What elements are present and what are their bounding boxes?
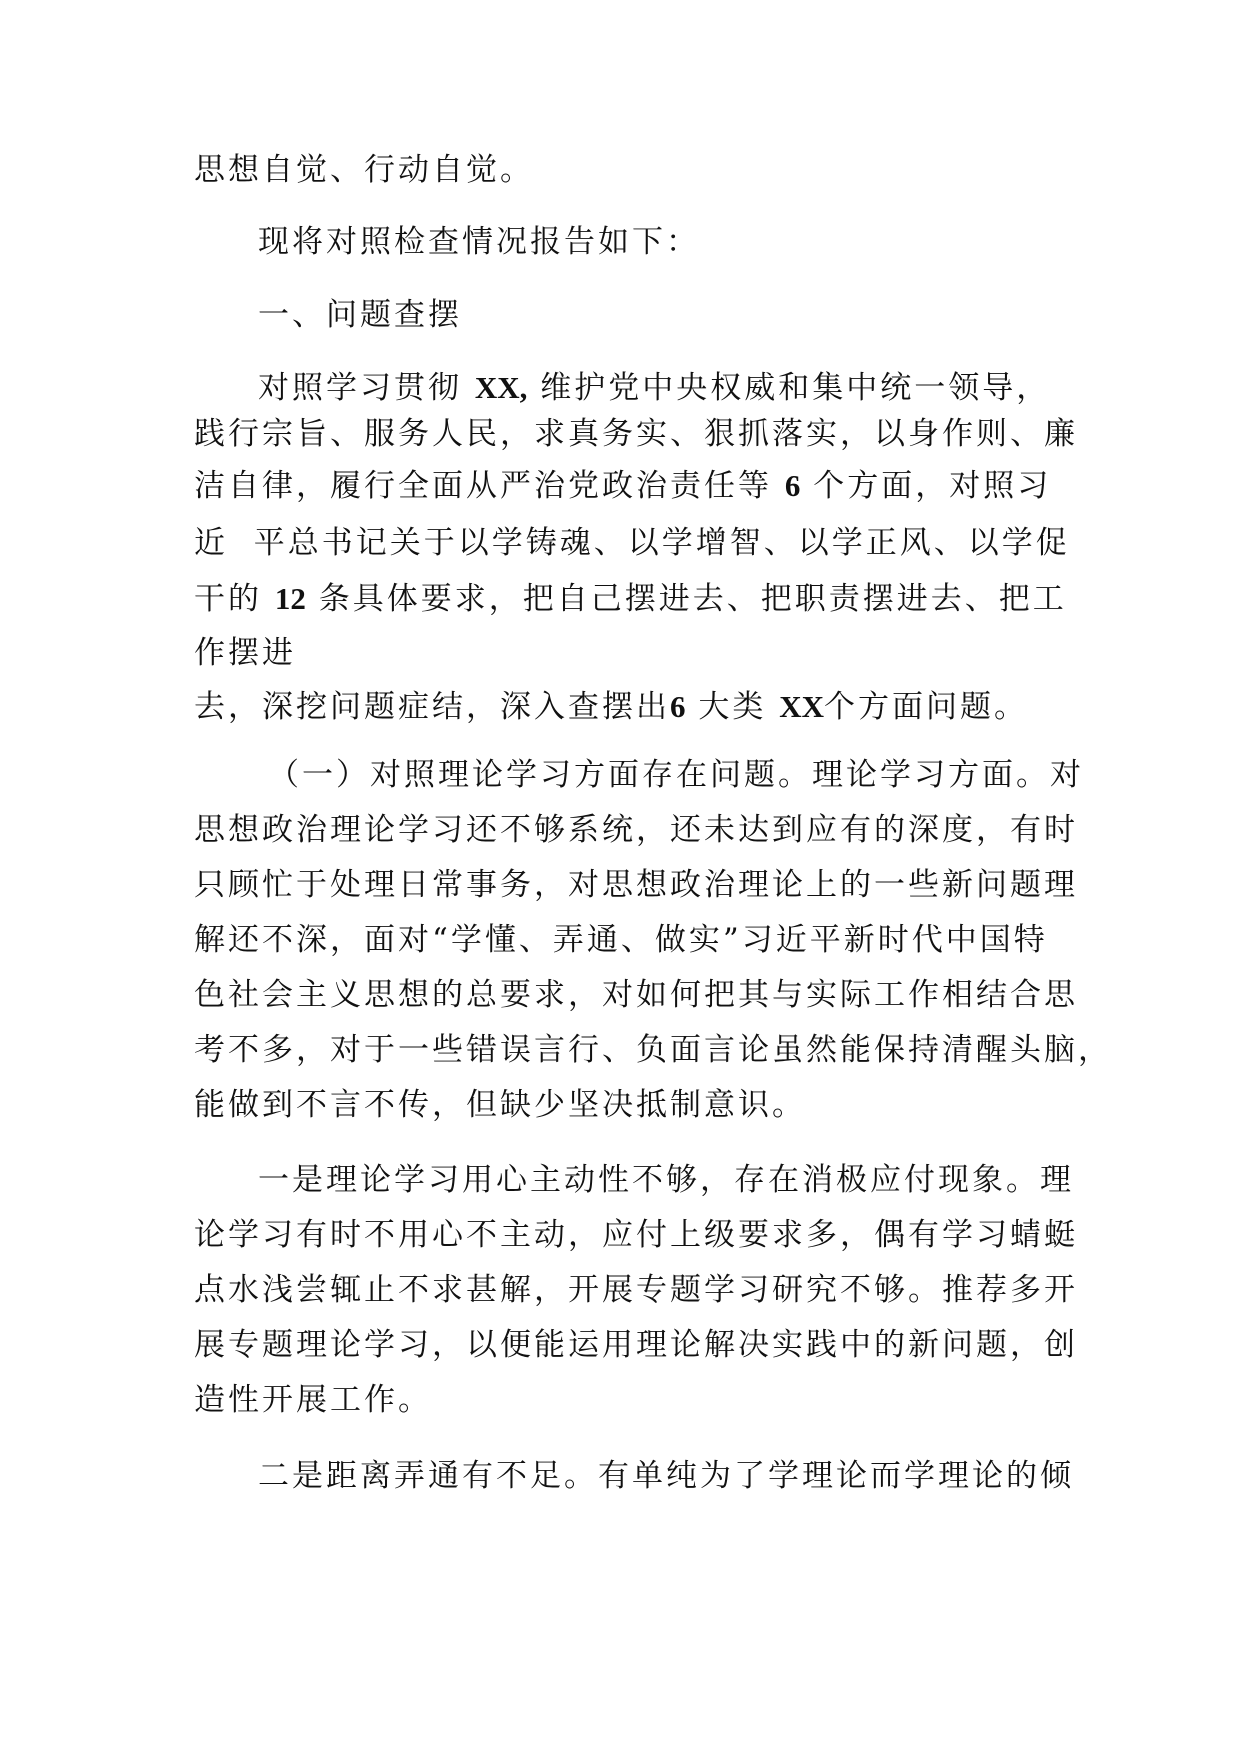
line-text: 思想自觉、行动自觉。 bbox=[194, 152, 534, 188]
line-text: 去，深挖问题症结，深入查摆出 bbox=[194, 689, 670, 725]
line-text: 造性开展工作。 bbox=[194, 1382, 432, 1418]
text-line bbox=[258, 222, 700, 262]
line-text: 解还不深，面对“学懂、弄通、做实”习近平新时代中国特 bbox=[194, 922, 1048, 958]
text-line bbox=[194, 1085, 806, 1125]
line-text: 践行宗旨、服务人民，求真务实、狠抓落实，以身作则、廉 bbox=[194, 416, 1078, 452]
text-line bbox=[194, 865, 1078, 905]
line-text: 条具体要求，把自己摆进去、把职责摆进去、把工 bbox=[318, 581, 1067, 617]
line-text: 个方面问题。 bbox=[824, 689, 1028, 725]
line-text: 论学习有时不用心不主动，应付上级要求多，偶有学习蜻蜓 bbox=[194, 1217, 1078, 1253]
text-line bbox=[194, 1270, 1078, 1310]
text-line bbox=[194, 1030, 1112, 1070]
line-text: 维护党中央权威和集中统一领导， bbox=[540, 370, 1051, 406]
text-line bbox=[194, 975, 1078, 1015]
bold-token: XX bbox=[779, 689, 824, 724]
line-text: （一）对照理论学习方面存在问题。理论学习方面。对 bbox=[268, 757, 1084, 793]
section-heading bbox=[258, 295, 462, 335]
text-line bbox=[194, 920, 1048, 960]
line-text: 个方面，对照习 bbox=[813, 468, 1052, 504]
text-line bbox=[258, 368, 1050, 408]
bold-token: 6 bbox=[670, 689, 686, 724]
line-text: 一是理论学习用心主动性不够，存在消极应付现象。理 bbox=[258, 1162, 1074, 1198]
line-text: 能做到不言不传，但缺少坚决抵制意识。 bbox=[194, 1087, 806, 1123]
bold-token: 6 bbox=[784, 468, 801, 503]
line-text: 一、问题查摆 bbox=[258, 297, 462, 333]
line-text: 干的 bbox=[194, 581, 262, 617]
text-line bbox=[258, 1160, 1074, 1200]
line-text: 近 平总书记关于以学铸魂、以学增智、以学正风、以学促 bbox=[194, 525, 1070, 561]
line-text: 点水浅尝辄止不求甚解，开展专题学习研究不够。推荐多开 bbox=[194, 1272, 1078, 1308]
text-line bbox=[194, 579, 1067, 619]
text-line bbox=[194, 1325, 1078, 1365]
line-text: 色社会主义思想的总要求，对如何把其与实际工作相结合思 bbox=[194, 977, 1078, 1013]
text-line bbox=[258, 1456, 1074, 1496]
text-line bbox=[194, 1215, 1078, 1255]
line-text: 二是距离弄通有不足。有单纯为了学理论而学理论的倾 bbox=[258, 1458, 1074, 1494]
line-text: 只顾忙于处理日常事务，对思想政治理论上的一些新问题理 bbox=[194, 867, 1078, 903]
line-text: 洁自律，履行全面从严治党政治责任等 bbox=[194, 468, 772, 504]
subsection-heading bbox=[268, 755, 1084, 795]
line-text: 思想政治理论学习还不够系统，还未达到应有的深度，有时 bbox=[194, 812, 1078, 848]
line-text: 作摆进 bbox=[194, 635, 296, 671]
text-line bbox=[194, 150, 534, 190]
line-text: 大类 bbox=[698, 689, 767, 725]
text-line bbox=[194, 810, 1078, 850]
text-line bbox=[194, 1380, 432, 1420]
text-line bbox=[194, 633, 296, 673]
line-text: 考不多，对于一些错误言行、负面言论虽然能保持清醒头脑， bbox=[194, 1032, 1112, 1068]
text-line bbox=[194, 523, 1070, 563]
text-line bbox=[194, 687, 1028, 727]
text-line bbox=[194, 466, 1051, 506]
line-text: 现将对照检查情况报告如下： bbox=[258, 224, 700, 260]
bold-token: 12 bbox=[274, 581, 306, 616]
line-text: 展专题理论学习，以便能运用理论解决实践中的新问题，创 bbox=[194, 1327, 1078, 1363]
line-text: 对照学习贯彻 bbox=[258, 370, 462, 406]
bold-token: XX, bbox=[474, 370, 528, 405]
text-line bbox=[194, 414, 1078, 454]
